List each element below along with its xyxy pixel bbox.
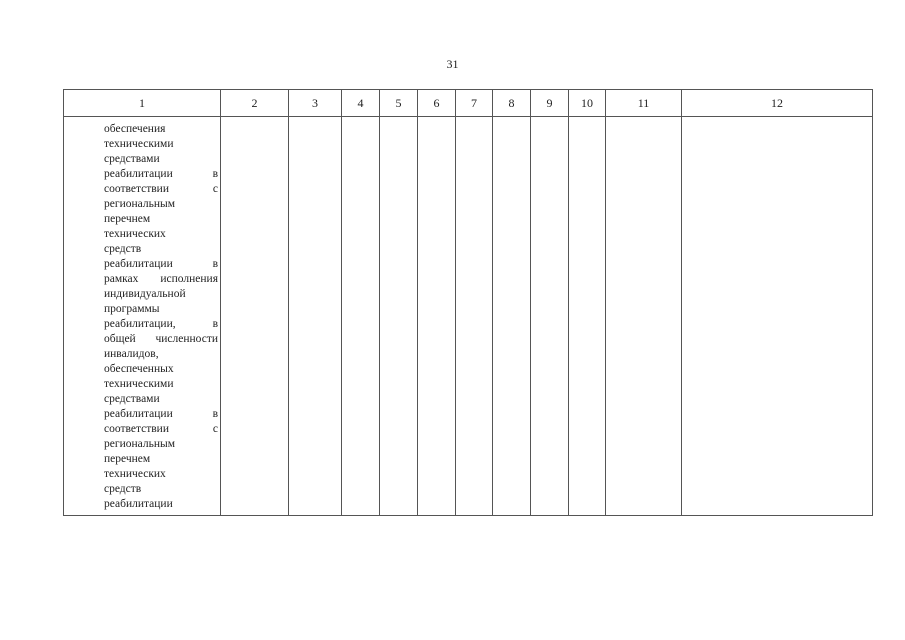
text-line: региональным bbox=[104, 438, 175, 450]
text-line: реабилитации bbox=[104, 498, 173, 510]
text-line: региональным bbox=[104, 198, 175, 210]
page-number: 31 bbox=[446, 57, 459, 71]
text-line bbox=[104, 332, 218, 347]
text-word: с bbox=[212, 183, 218, 195]
text-line bbox=[104, 407, 218, 422]
header-col-1: 1 bbox=[64, 90, 221, 117]
text-word: реабилитации bbox=[104, 258, 173, 270]
text-word: соответствии bbox=[104, 423, 169, 435]
text-line bbox=[104, 422, 218, 437]
cell-col-6 bbox=[418, 117, 456, 516]
text-word: общей bbox=[104, 333, 136, 345]
cell-col-3 bbox=[289, 117, 342, 516]
header-col-12: 12 bbox=[682, 90, 873, 117]
header-col-5: 5 bbox=[380, 90, 418, 117]
header-col-4: 4 bbox=[342, 90, 380, 117]
text-line: инвалидов, bbox=[104, 348, 159, 360]
header-col-6: 6 bbox=[418, 90, 456, 117]
data-table bbox=[63, 89, 873, 516]
text-word: реабилитации, bbox=[104, 318, 176, 330]
header-col-7: 7 bbox=[456, 90, 493, 117]
cell-col-12 bbox=[682, 117, 873, 516]
header-col-3: 3 bbox=[289, 90, 342, 117]
header-col-10: 10 bbox=[569, 90, 606, 117]
text-word: реабилитации bbox=[104, 168, 173, 180]
text-line: средствами bbox=[104, 153, 160, 165]
text-word: численности bbox=[155, 333, 218, 345]
text-word: реабилитации bbox=[104, 408, 173, 420]
text-line: индивидуальной bbox=[104, 288, 186, 300]
text-line bbox=[104, 272, 218, 287]
text-word: в bbox=[212, 318, 218, 330]
indicator-description bbox=[64, 117, 220, 512]
text-word: в bbox=[212, 408, 218, 420]
text-line: техническими bbox=[104, 378, 174, 390]
cell-col-9 bbox=[531, 117, 569, 516]
text-line: технических bbox=[104, 468, 166, 480]
header-col-2: 2 bbox=[221, 90, 289, 117]
text-line bbox=[104, 257, 218, 272]
cell-col-8 bbox=[493, 117, 531, 516]
text-word: в bbox=[212, 258, 218, 270]
cell-col-10 bbox=[569, 117, 606, 516]
text-word: с bbox=[212, 423, 218, 435]
cell-col-11 bbox=[606, 117, 682, 516]
text-line: перечнем bbox=[104, 213, 151, 225]
text-line bbox=[104, 182, 218, 197]
text-line: средствами bbox=[104, 393, 160, 405]
table-row bbox=[64, 117, 873, 516]
text-line bbox=[104, 167, 218, 182]
cell-col-5 bbox=[380, 117, 418, 516]
header-col-11: 11 bbox=[606, 90, 682, 117]
text-line: программы bbox=[104, 303, 160, 315]
text-line bbox=[104, 317, 218, 332]
cell-col-7 bbox=[456, 117, 493, 516]
text-word: в bbox=[212, 168, 218, 180]
text-line: средств bbox=[104, 483, 142, 495]
header-row bbox=[64, 90, 873, 117]
header-col-9: 9 bbox=[531, 90, 569, 117]
cell-col-4 bbox=[342, 117, 380, 516]
text-word: соответствии bbox=[104, 183, 169, 195]
header-col-8: 8 bbox=[493, 90, 531, 117]
text-line: обеспеченных bbox=[104, 363, 174, 375]
cell-col-1 bbox=[64, 117, 221, 516]
text-line: техническими bbox=[104, 138, 174, 150]
text-line: обеспечения bbox=[104, 123, 166, 135]
text-word: исполнения bbox=[160, 273, 218, 285]
text-line: перечнем bbox=[104, 453, 151, 465]
text-word: рамках bbox=[104, 273, 139, 285]
text-line: технических bbox=[104, 228, 166, 240]
cell-col-2 bbox=[221, 117, 289, 516]
text-line: средств bbox=[104, 243, 142, 255]
